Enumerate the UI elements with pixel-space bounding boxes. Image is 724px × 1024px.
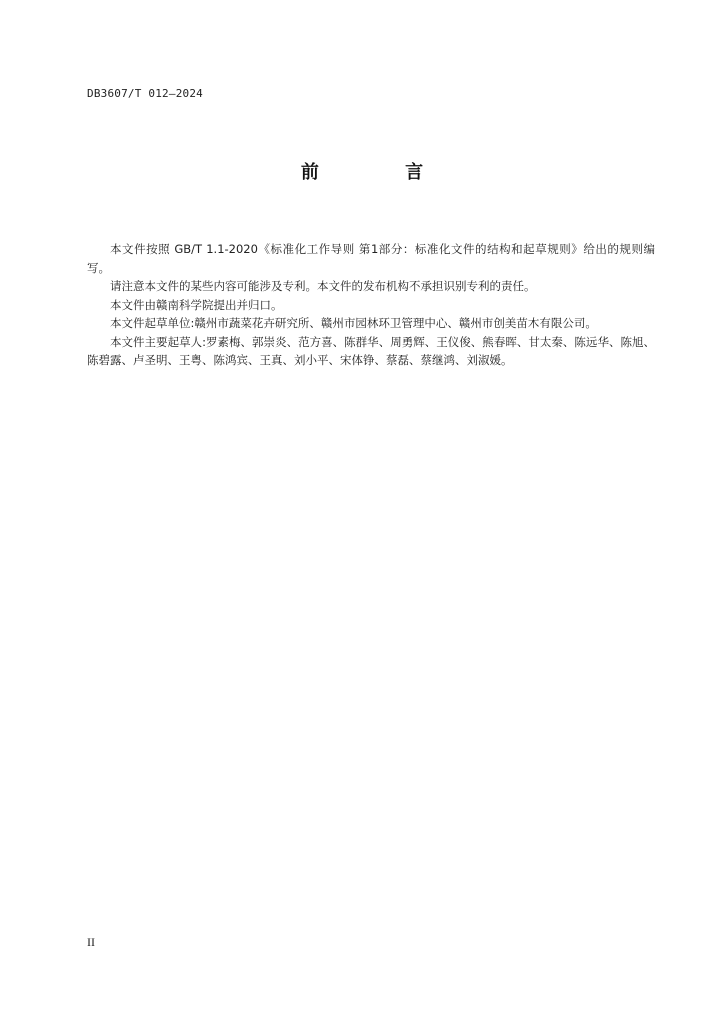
preface-body bbox=[87, 240, 655, 370]
document-code: DB3607/T 012—2024 bbox=[87, 87, 203, 100]
paragraph-proposer: 本文件由赣南科学院提出并归口。 bbox=[110, 297, 283, 312]
paragraph-drafters: 本文件主要起草人:罗素梅、郭崇炎、范方喜、陈群华、周勇辉、王仪俊、熊春晖、甘太秦、陈远华、陈旭、陈碧露、卢圣明、王粤、陈鸿宾、王真、刘小平、宋体铮、蔡磊、蔡继鸿、刘淑媛。 bbox=[87, 334, 655, 367]
page-title: 前 言 bbox=[300, 162, 464, 183]
paragraph-patent-notice: 请注意本文件的某些内容可能涉及专利。本文件的发布机构不承担识别专利的责任。 bbox=[110, 279, 536, 293]
page-number: II bbox=[87, 935, 95, 949]
paragraph-drafting-units: 本文件起草单位:赣州市蔬菜花卉研究所、赣州市园林环卫管理中心、赣州市创美苗木有限公司。 bbox=[110, 316, 597, 330]
paragraph-standard-basis: 本文件按照 GB/T 1.1-2020《标准化工作导则 第1部分：标准化文件的结构和起草规则》给出的规则编写。 bbox=[87, 242, 655, 275]
